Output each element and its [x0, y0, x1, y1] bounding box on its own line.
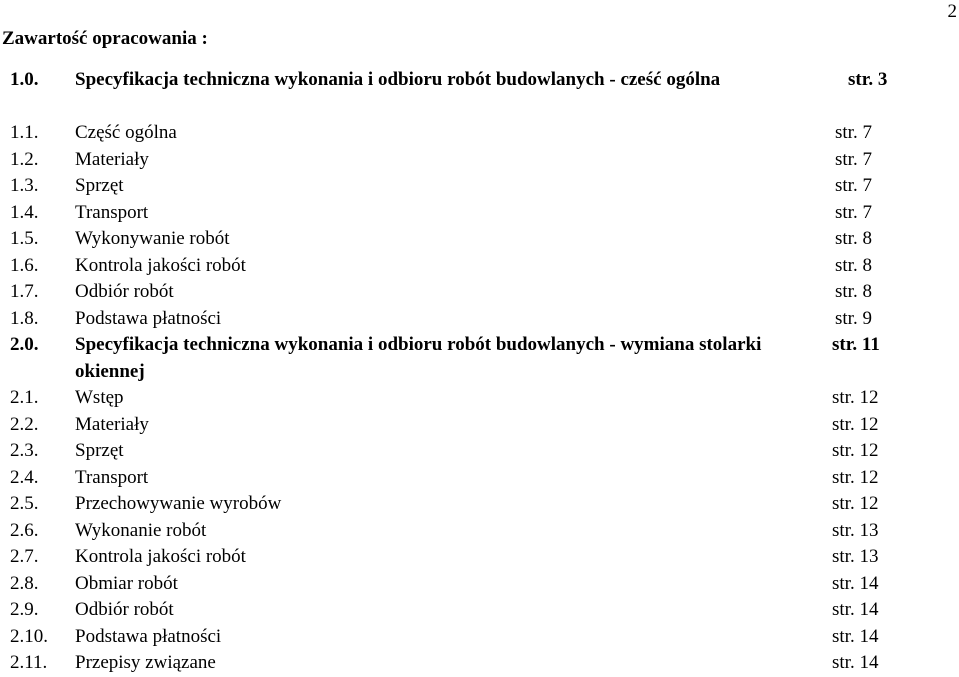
- toc-entry-2-10: [0, 624, 959, 651]
- toc-entry-text: Kontrola jakości robót: [75, 546, 246, 567]
- toc-entry-1-7: [0, 279, 959, 306]
- toc-entry-page: str. 9: [835, 307, 872, 329]
- toc-entry-page: str. 12: [832, 440, 879, 461]
- toc-entry-1-6: [0, 253, 959, 280]
- toc-entry-text: Obmiar robót: [75, 572, 178, 594]
- toc-entry-2-3: [0, 438, 959, 465]
- toc-entry-text: Wykonanie robót: [75, 519, 207, 541]
- toc-entry-2-8: [0, 571, 959, 598]
- page-number: 2: [947, 1, 957, 22]
- toc-entry-text: Wykonywanie robót: [75, 228, 230, 249]
- toc-entry-text: Sprzęt: [75, 440, 124, 461]
- toc-entry-number: 1.4.: [10, 201, 39, 223]
- toc-entry-page: str. 12: [832, 413, 879, 435]
- toc-entry-1-1: [0, 120, 959, 147]
- toc-entry-2-11: [0, 650, 959, 677]
- toc-entry-page: str. 7: [835, 122, 872, 143]
- toc-entry-page: str. 13: [832, 519, 879, 541]
- toc-entry-page: str. 14: [832, 652, 879, 673]
- toc-entry-text: Kontrola jakości robót: [75, 254, 246, 276]
- toc-entry-number: 2.8.: [10, 572, 39, 594]
- toc-entry-page: str. 13: [832, 546, 879, 567]
- toc-entry-number: 1.8.: [10, 307, 39, 329]
- toc-entry-number: 1.3.: [10, 175, 39, 196]
- toc-entry-number: 1.1.: [10, 122, 39, 143]
- toc-entry-2-2: [0, 412, 959, 439]
- toc-entry-page: str. 14: [832, 572, 879, 594]
- toc-entry-text: Przepisy związane: [75, 652, 216, 673]
- toc-entry-2-0: [0, 332, 959, 385]
- toc-entry-text: Przechowywanie wyrobów: [75, 493, 282, 514]
- toc-entry-text: Transport: [75, 201, 149, 223]
- toc-entry-number: 1.5.: [10, 228, 39, 249]
- toc-entry-2-1: [0, 385, 959, 412]
- toc-entry-number: 2.3.: [10, 440, 39, 461]
- toc-entry-2-7: [0, 544, 959, 571]
- toc-entry-text: Podstawa płatności: [75, 307, 222, 329]
- toc-entry-text: Odbiór robót: [75, 281, 174, 302]
- toc-entry-page: str. 12: [832, 493, 879, 514]
- toc-entry-page: str. 3: [848, 69, 888, 90]
- toc-entry-text: Część ogólna: [75, 122, 177, 143]
- toc-entry-page: str. 7: [835, 148, 872, 170]
- toc-entry-page: str. 8: [835, 228, 872, 249]
- toc-entry-text: Materiały: [75, 148, 149, 170]
- toc-title: Zawartość opracowania :: [2, 28, 208, 49]
- toc-entry-number: 1.0.: [10, 69, 39, 90]
- toc-entry-page: str. 7: [835, 201, 872, 223]
- toc-entry-2-6: [0, 518, 959, 545]
- toc-entry-number: 2.5.: [10, 493, 39, 514]
- toc-entry-text: Transport: [75, 466, 149, 488]
- toc-entry-1-4: [0, 200, 959, 227]
- toc-entry-1-5: [0, 226, 959, 253]
- toc-entry-text: Podstawa płatności: [75, 625, 222, 647]
- toc-entry-number: 2.10.: [10, 625, 48, 647]
- toc-entry-page: str. 8: [835, 281, 872, 302]
- toc-entry-text: Materiały: [75, 413, 149, 435]
- toc-entry-1-3: [0, 173, 959, 200]
- toc-entry-number: 2.11.: [10, 652, 48, 673]
- toc-entry-number: 2.9.: [10, 599, 39, 620]
- toc-entry-number: 1.2.: [10, 148, 39, 170]
- toc-entry-1-0: [0, 67, 959, 120]
- toc-entry-page: str. 11: [832, 334, 880, 355]
- toc-entry-page: str. 12: [832, 387, 879, 408]
- table-of-contents: [0, 67, 959, 677]
- toc-entry-number: 2.0.: [10, 334, 39, 355]
- toc-entry-2-5: [0, 491, 959, 518]
- toc-entry-page: str. 12: [832, 466, 879, 488]
- toc-entry-text: Sprzęt: [75, 175, 124, 196]
- toc-entry-number: 2.2.: [10, 413, 39, 435]
- toc-entry-number: 2.4.: [10, 466, 39, 488]
- toc-entry-1-2: [0, 147, 959, 174]
- toc-entry-page: str. 14: [832, 599, 879, 620]
- toc-entry-2-4: [0, 465, 959, 492]
- toc-entry-number: 2.7.: [10, 546, 39, 567]
- toc-entry-number: 2.1.: [10, 387, 39, 408]
- toc-entry-number: 1.6.: [10, 254, 39, 276]
- toc-entry-number: 2.6.: [10, 519, 39, 541]
- toc-entry-number: 1.7.: [10, 281, 39, 302]
- toc-entry-text: Wstęp: [75, 387, 124, 408]
- toc-entry-text: Specyfikacja techniczna wykonania i odbioru robót budowlanych - wymiana stolarki okiennej: [75, 334, 762, 382]
- toc-entry-2-9: [0, 597, 959, 624]
- toc-entry-page: str. 8: [835, 254, 872, 276]
- toc-entry-page: str. 14: [832, 625, 879, 647]
- toc-entry-page: str. 7: [835, 175, 872, 196]
- toc-entry-1-8: [0, 306, 959, 333]
- toc-entry-text: Specyfikacja techniczna wykonania i odbioru robót budowlanych - cześć ogólna: [75, 69, 721, 90]
- toc-entry-text: Odbiór robót: [75, 599, 174, 620]
